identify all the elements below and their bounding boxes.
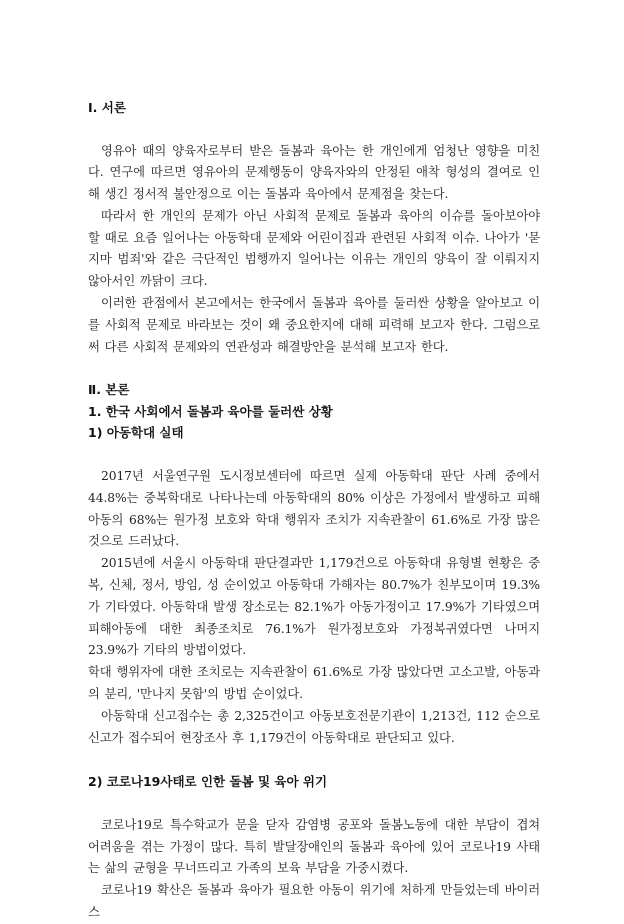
subsection-heading: 1. 한국 사회에서 돌봄과 육아를 둘러싼 상황 bbox=[88, 403, 333, 419]
document-page bbox=[88, 97, 540, 924]
paragraph: 이러한 관점에서 본고에서는 한국에서 돌봄과 육아를 둘러싼 상황을 알아보고 이를 사회적 문제로 바라보는 것이 왜 중요한지에 대해 피력해 보고자 한다. 그럼으로써 다른 사회적 문제와의 연관성과 해결방안을 분석해 보고자 한다. bbox=[88, 296, 540, 354]
paragraph: 2015년에 서울시 아동학대 판단결과만 1,179건으로 아동학대 유형별 현황은 중복, 신체, 정서, 방임, 성 순이었고 아동학대 가해자는 80.7%가 친부모이며 19.3%가 기타였다. 아동학대 발생 장소로는 82.1%가 아동가정이고 17.9%가 기타였으며 피해아동에 대한 최종조치로 76.1%가 원가정보호와 가정복귀였다면 나머지 23.9%가 기타의 방법이었다. bbox=[88, 556, 540, 658]
section-heading-body: Ⅱ. 본론 bbox=[88, 382, 130, 398]
section-heading-intro: Ⅰ. 서론 bbox=[88, 100, 126, 115]
paragraph: 아동학대 신고접수는 총 2,325건이고 아동보호전문기관이 1,213건, 112 순으로 신고가 접수되어 현장조사 후 1,179건이 아동학대로 판단되고 있다. bbox=[88, 708, 540, 745]
paragraph: 따라서 한 개인의 문제가 아닌 사회적 문제로 돌봄과 육아의 이슈를 돌아보아야 할 때로 요즘 일어나는 아동학대 문제와 어린이집과 관련된 사회적 이슈. 나아가 '묻지마 범죄'와 같은 극단적인 범행까지 일어나는 이유는 개인의 양육이 잘 이뤄지지 않아서인 까닭이 크다. bbox=[88, 208, 540, 289]
paragraph: 영유아 때의 양육자로부터 받은 돌봄과 육아는 한 개인에게 엄청난 영향을 미친다. 연구에 따르면 영유아의 문제행동이 양육자와의 안정된 애착 형성의 결여로 인해 생긴 정서적 불안정으로 이는 돌봄과 육아에서 문제점을 찾는다. bbox=[88, 143, 540, 202]
paragraph: 코로나19 확산은 돌봄과 육아가 필요한 아동이 위기에 처하게 만들었는데 바이러스 bbox=[88, 883, 540, 920]
paragraph: 2017년 서울연구원 도시정보센터에 따르면 실제 아동학대 판단 사례 중에서 44.8%는 중복학대로 나타나는데 아동학대의 80% 이상은 가정에서 발생하고 피해아동의 68%는 원가정 보호와 학대 행위자 조치가 지속관찰이 61.6%로 가장 많은 것으로 드러났다. bbox=[88, 468, 540, 549]
subsubsection-heading-covid: 2) 코로나19사태로 인한 돌봄 및 육아 위기 bbox=[88, 774, 328, 790]
paragraph: 학대 행위자에 대한 조치로는 지속관찰이 61.6%로 가장 많았다면 고소고발, 아동과의 분리, '만나지 못함'의 방법 순이었다. bbox=[88, 665, 540, 701]
subsubsection-heading-abuse: 1) 아동학대 실태 bbox=[88, 425, 184, 441]
paragraph: 코로나19로 특수학교가 문을 닫자 감염병 공포와 돌봄노동에 대한 부담이 겹쳐 어려움을 겪는 가정이 많다. 특히 발달장애인의 돌봄과 육아에 있어 코로나19 사태는 삶의 균형을 무너뜨리고 가족의 보육 부담을 가중시켰다. bbox=[88, 817, 540, 876]
